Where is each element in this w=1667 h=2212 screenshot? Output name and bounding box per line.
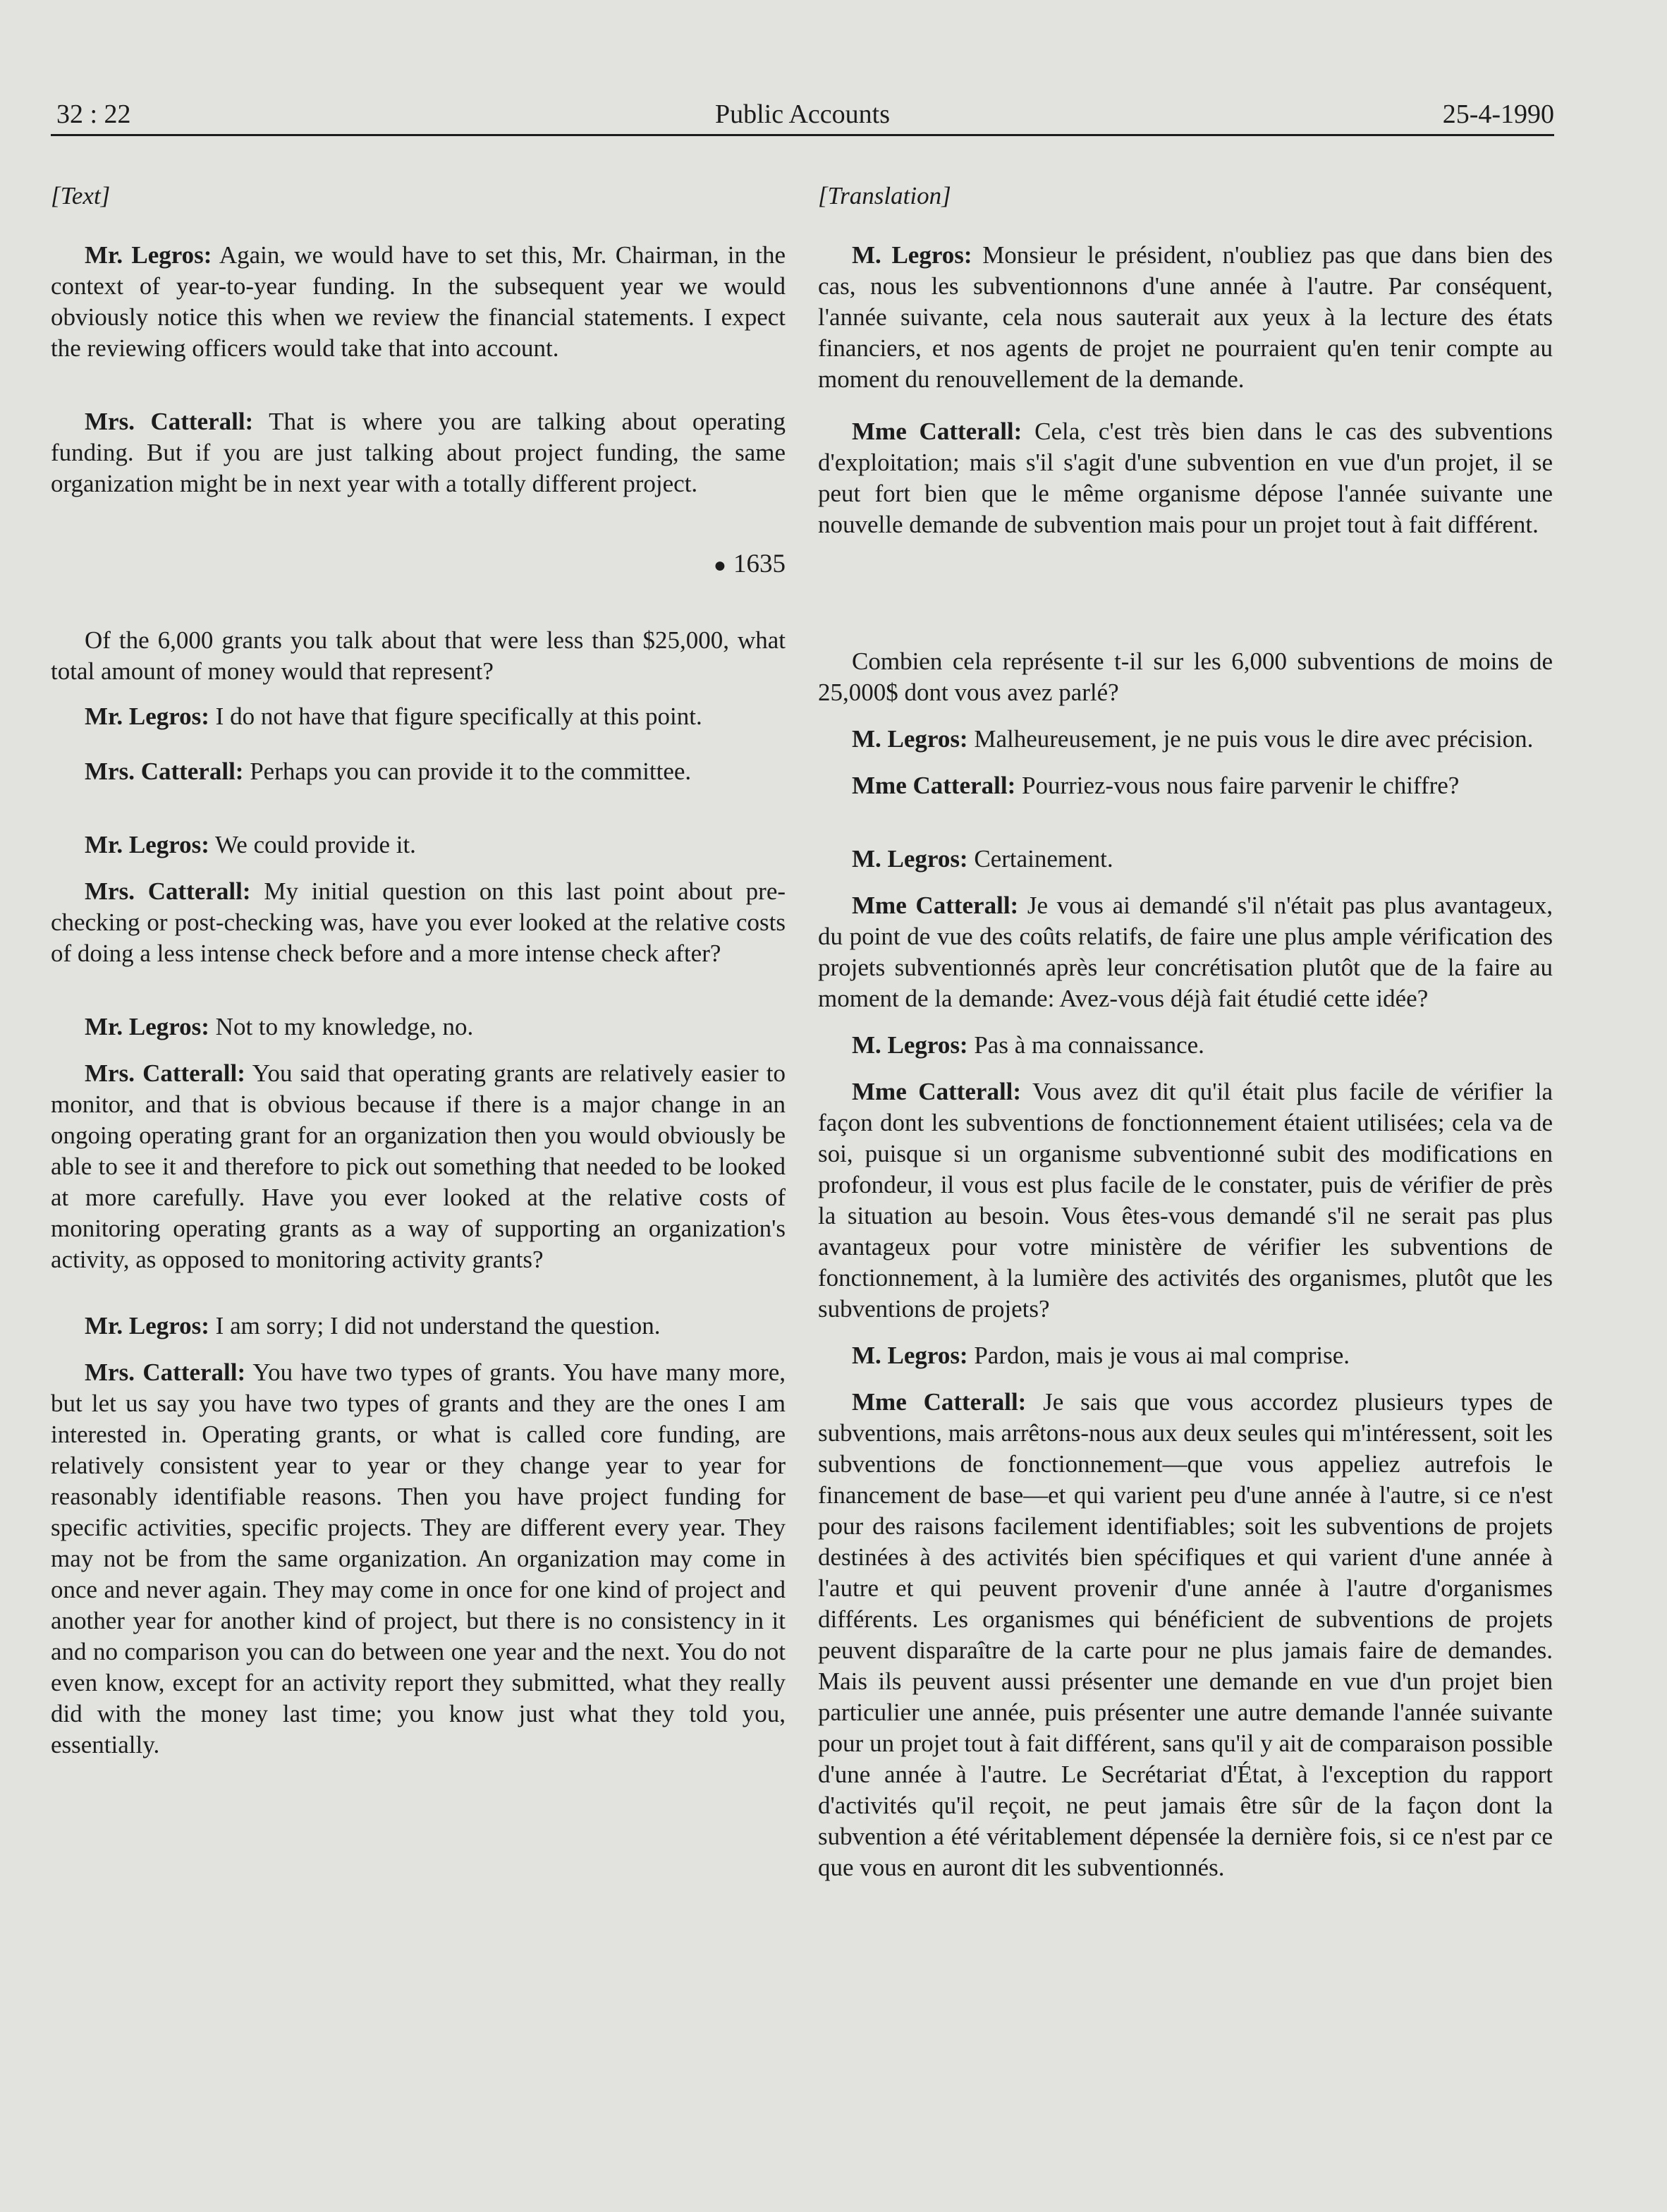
- paragraph: [818, 890, 1553, 1014]
- speaker-name: Mrs. Catterall:: [85, 758, 244, 785]
- header-rule: [51, 134, 1554, 136]
- speaker-name: Mr. Legros:: [85, 1013, 209, 1040]
- time-marker-value: 1635: [733, 549, 786, 578]
- paragraph: [818, 724, 1553, 755]
- speech-text: Vous avez dit qu'il était plus facile de vérifier la façon dont les subventions de fonctionnement étaient utilisées; cela va de soi, puisque si un organisme subventionné subit des modifications en profondeur, il vous est plus facile de le constater, puis de vérifier de près la situation au besoin. Vous êtes-vous demandé s'il ne serait pas plus avantageux pour votre ministère de vérifier les subventions de fonctionnement, à la lumière des activités des organismes, plutôt que les subventions de projets?: [818, 1078, 1553, 1323]
- paragraph: [51, 1058, 786, 1275]
- paragraph: [51, 830, 786, 861]
- french-column: [818, 181, 1553, 1883]
- paragraph: [818, 1076, 1553, 1325]
- paragraph: [51, 1357, 786, 1761]
- paragraph: [818, 240, 1553, 395]
- speaker-name: Mme Catterall:: [852, 892, 1019, 919]
- english-column: [51, 181, 786, 1761]
- paragraph: [51, 240, 786, 364]
- paragraph: [51, 406, 786, 499]
- speech-text: Monsieur le président, n'oubliez pas que dans bien des cas, nous les subventionnons d'une année à l'autre. Par conséquent, l'année suivante, cela nous sauterait aux yeux à la lecture des états financiers, et nos agents de projet ne pourraient qu'en tenir compte au moment du renouvellement de la demande.: [818, 241, 1553, 393]
- speech-text: Malheureusement, je ne puis vous le dire avec précision.: [974, 725, 1534, 753]
- speech-text: Pourriez-vous nous faire parvenir le chiffre?: [1021, 772, 1460, 799]
- column-label: [Translation]: [818, 182, 951, 209]
- paragraph: [51, 1011, 786, 1043]
- bullet-icon: ●: [713, 554, 726, 577]
- speaker-name: M. Legros:: [852, 241, 972, 269]
- paragraph: [51, 1311, 786, 1342]
- speaker-name: M. Legros:: [852, 1342, 968, 1369]
- speaker-name: Mrs. Catterall:: [85, 408, 254, 435]
- speech-text: Certainement.: [974, 845, 1113, 873]
- speech-text: We could provide it.: [215, 831, 416, 858]
- running-title: Public Accounts: [714, 99, 891, 129]
- speaker-name: Mme Catterall:: [852, 1388, 1027, 1416]
- page-date: 25-4-1990: [1442, 99, 1554, 129]
- speech-text: Not to my knowledge, no.: [215, 1013, 474, 1040]
- speech-text: Cela, c'est très bien dans le cas des subventions d'exploitation; mais s'il s'agit d'une subvention en vue d'un projet, il se peut fort bien que le même organisme dépose l'année suivante une nouvelle demande de subvention mais pour un projet tout à fait différent.: [818, 418, 1553, 538]
- speaker-name: Mrs. Catterall:: [85, 1359, 246, 1386]
- column-label: [Text]: [51, 182, 111, 209]
- speaker-name: M. Legros:: [852, 725, 968, 753]
- speech-text: You have two types of grants. You have many more, but let us say you have two types of grants and they are the ones I am interested in. Operating grants, or what is called core funding, are relatively consistent year to year or they change year to year for reasonably identifiable reasons. Then you have project funding for specific activities, specific projects. They are different every year. They may not be from the same organization. An organization may come in once and never again. They may come in once for one kind of project and another year for another kind of project, but there is no consistency in it and no comparison you can do between one year and the next. You do not even know, except for an activity report they submitted, what they really did with the money last time; you know just what they told you, essentially.: [51, 1359, 786, 1758]
- speech-text: I do not have that figure specifically at this point.: [215, 703, 702, 730]
- speech-text: Pas à ma connaissance.: [974, 1031, 1204, 1059]
- speaker-name: Mr. Legros:: [85, 703, 209, 730]
- speech-text: Je sais que vous accordez plusieurs types de subventions, mais arrêtons-nous aux deux seules qui m'intéressent, soit les subventions de fonctionnement—que vous appeliez autrefois le financement de base—et qui varient peu d'une année à l'autre, si ce n'est pour des raisons facilement identifiables; soit les subventions de projets destinées à des activités bien spécifiques et qui varient d'une année à l'autre et qui peuvent provenir d'une année à l'autre d'organismes différents. Les organismes qui bénéficient de subventions de projets peuvent disparaître de la carte pour ne plus jamais faire de demandes. Mais ils peuvent aussi présenter une demande en vue d'un projet bien particulier une année, puis présenter une autre demande l'année suivante pour un projet tout à fait différent, sans qu'il y ait de comparaison possible d'une année à l'autre. Le Secrétariat d'État, à l'exception du rapport d'activités qu'il reçoit, ne peut jamais être sûr de la façon dont la subvention a été véritablement dépensée la dernière fois, si ce n'est par ce que vous en auront dit les subventionnés.: [818, 1388, 1553, 1881]
- page-number: 32 : 22: [56, 99, 131, 129]
- paragraph: [818, 1340, 1553, 1371]
- speaker-name: Mme Catterall:: [852, 772, 1016, 799]
- speaker-name: M. Legros:: [852, 845, 968, 873]
- speaker-name: Mr. Legros:: [85, 1312, 209, 1339]
- speech-text: Perhaps you can provide it to the committee.: [250, 758, 692, 785]
- speech-text: Again, we would have to set this, Mr. Chairman, in the context of year-to-year funding. In the subsequent year we would obviously notice this when we review the financial statements. I expect the reviewing officers would take that into account.: [51, 241, 786, 362]
- speech-text: You said that operating grants are relatively easier to monitor, and that is obvious because if there is a major change in an ongoing operating grant for an organization then you would obviously be able to see it and therefore to pick out something that needed to be looked at more carefully. Have you ever looked at the relative costs of monitoring operating grants as a way of supporting an organization's activity, as opposed to monitoring activity grants?: [51, 1059, 786, 1273]
- paragraph: [818, 1030, 1553, 1061]
- speech-text: Pardon, mais je vous ai mal comprise.: [974, 1342, 1350, 1369]
- speaker-name: Mr. Legros:: [85, 241, 212, 269]
- paragraph: [818, 646, 1553, 708]
- paragraph: [51, 701, 786, 732]
- speech-text: Combien cela représente t-il sur les 6,000 subventions de moins de 25,000$ dont vous avez parlé?: [818, 648, 1553, 706]
- speaker-name: Mrs. Catterall:: [85, 1059, 245, 1087]
- page-header: [51, 99, 1554, 134]
- speech-text: Je vous ai demandé s'il n'était pas plus avantageux, du point de vue des coûts relatifs, de faire une plus ample vérification des projets subventionnés après leur concrétisation plutôt que de la faire au moment de la demande: Avez-vous déjà fait étudié cette idée?: [818, 892, 1553, 1012]
- paragraph: [818, 1387, 1553, 1883]
- paragraph: [51, 625, 786, 687]
- time-marker: [51, 549, 786, 581]
- speaker-name: Mme Catterall:: [852, 418, 1022, 445]
- paragraph: [818, 770, 1553, 801]
- paragraph: [818, 416, 1553, 540]
- paragraph: [51, 756, 786, 787]
- paragraph: [818, 844, 1553, 875]
- speaker-name: Mr. Legros:: [85, 831, 209, 858]
- speech-text: My initial question on this last point about pre-checking or post-checking was, have you ever looked at the relative costs of doing a less intense check before and a more intense check after?: [51, 877, 786, 967]
- speech-text: That is where you are talking about operating funding. But if you are just talking about project funding, the same organization might be in next year with a totally different project.: [51, 408, 786, 497]
- paragraph: [51, 876, 786, 969]
- speaker-name: Mme Catterall:: [852, 1078, 1022, 1105]
- speech-text: Of the 6,000 grants you talk about that were less than $25,000, what total amount of money would that represent?: [51, 626, 786, 685]
- speech-text: I am sorry; I did not understand the question.: [215, 1312, 661, 1339]
- speaker-name: Mrs. Catterall:: [85, 877, 251, 905]
- speaker-name: M. Legros:: [852, 1031, 968, 1059]
